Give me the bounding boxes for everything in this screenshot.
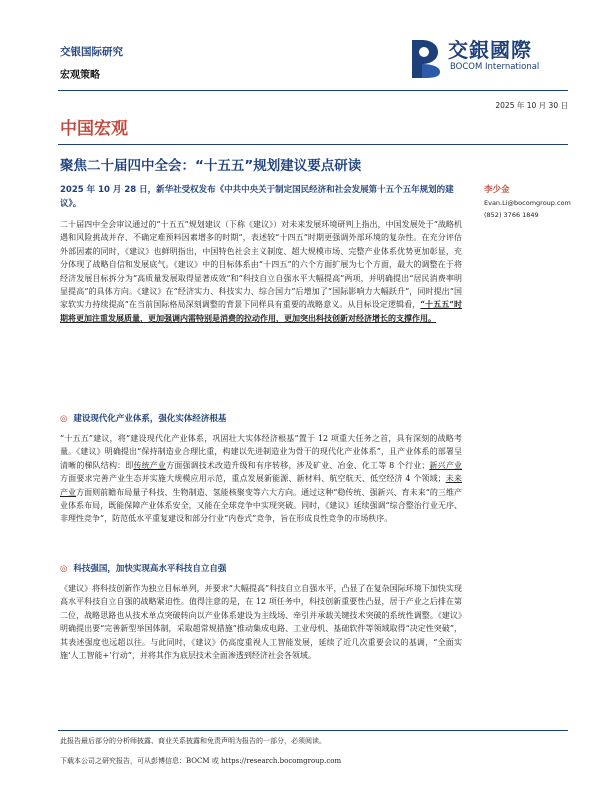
paragraph-2: [60, 432, 462, 526]
heading-industry: [60, 412, 226, 424]
section-title: 中国宏观: [60, 119, 128, 139]
paragraph-2-text-tail: 方面则前瞻布局量子科技、生物制造、氢能核聚变等六大方向。通过这种“稳传统、强新兴、育未来”的三维产业体系布局，既能保障产业体系安全，又能在全球竞争中实现突破。同时，《建议》延续强调“综合整治行业无序、非理性竞争”，防范低水平重复建设和部分行业“内卷式”竞争，旨在形成良性竞争的市场秩序。: [60, 487, 462, 524]
paragraph-1-highlight: “十五五”时期将更加注重发展质量，更加强调内需特别是消费的拉动作用，更加突出科技创新对经济增长的支撑作用。: [60, 299, 463, 323]
paragraph-2-text: “十五五”建议，将“建设现代化产业体系，巩固壮大实体经济根基”置于 12 项重大任务之首，具有深刻的战略考量。《建议》明确提出“保持制造业合理比重，构建以先进制造业为骨干的现代化产业体系”，且产业体系的部署呈清晰的梯队结构：即: [60, 434, 462, 470]
paragraph-1-text: 二十届四中全会审议通过的“十五五”规划建议（下称《建议》）对未来发展环境研判上指出，中国发展处于“战略机遇和风险挑战并存、不确定难预料因素增多的时期”，表述较“十四五”时期更强调外部环境的复杂性。在充分评估外部因素的同时，《建议》也鲜明指出，中国特色社会主义制度、超大规模市场、完整产业体系优势更加彰显，充分体现了战略自信和发展底气。《建议》中的目标体系由“十四五”的六个方面扩展为七个方面，最大的调整在于将经济发展目标拆分为“高质量发展取得显著成效”和“科技自立自强水平大幅提高”两项，并明确提出“居民消费率明显提高”的具体方向。《建议》在“经济实力、科技实力、综合国力”后增加了“国际影响力大幅跃升”，同时提出“国家软实力持续提高”在当前国际格局深刻调整的背景下同样具有重要的战略意义。从目标设定逻辑看，: [60, 220, 462, 310]
logo-chinese-text: 交銀國際: [448, 38, 532, 62]
future-industry-term: 未来产业: [60, 474, 463, 497]
research-dept-label: 交银国际研究: [60, 46, 123, 58]
paragraph-1: [60, 218, 462, 325]
author-email[interactable]: Evan.Li@bocomgroup.com: [484, 199, 571, 207]
heading-technology-text: 科技强国，加快实现高水平科技自立自强: [73, 564, 227, 574]
heading-industry-text: 建设现代化产业体系，强化实体经济根基: [73, 414, 227, 424]
heading-bullet-icon: ◎: [60, 564, 68, 574]
footer-divider: [58, 730, 568, 731]
bocom-logo-icon: [408, 34, 444, 80]
paragraph-2-text-mid2: 方面要求完善产业生态并实施大规模应用示范，重点发展新能源、新材料、航空航天、低空经济 4 个领域；: [60, 474, 446, 484]
paragraph-3: 《建议》将科技创新作为独立目标单列，并要求“大幅提高”科技自立自强水平，凸显了在复杂国际环境下加快实现高水平科技自立自强的战略紧迫性。值得注意的是，在 12 项任务中，科技创新重要性凸显，居于产业之后排在第二位，战略思路也从技术单点突破转向以产业体系建设为主线场、牵引并承载关键技术突破的系统性调整。《建议》明确提出要“完善新型举国体制，采取超常规措施”推动集成电路、工业母机、基础软件等领域取得“决定性突破”，其表述强度也远超以往。与此同时，《建议》仍高度重视人工智能发展，延续了近几次重要会议的基调，“全面实施‘人工智能+’行动”，并将其作为底层技术全面渗透到经济社会各领域。: [60, 584, 462, 661]
report-date: 2025 年 10 月 30 日: [495, 101, 568, 110]
logo-english-text: BOCOM International: [450, 62, 540, 72]
report-title: 聚焦二十届四中全会：“十五五”规划建议要点研读: [60, 158, 362, 174]
lead-summary: 2025 年 10 月 28 日，新华社受权发布《中共中央关于制定国民经济和社会发展第十五个五年规划的建议》。: [60, 185, 454, 209]
download-note[interactable]: 下载本公司之研究报告，可从彭博信息：BOCM 或 https://research.bocomgroup.com: [60, 757, 342, 765]
disclaimer-note: 此报告最后部分的分析师披露、商业关系披露和免责声明为报告的一部分，必须阅读。: [60, 737, 326, 745]
paragraph-2-text-mid1: 方面强调技术改造升级和有序转移，涉及矿业、冶金、化工等 8 个行业；: [166, 460, 430, 470]
traditional-industry-term: 传统产业: [133, 460, 167, 470]
header-divider: [58, 90, 568, 91]
heading-technology: [60, 562, 226, 574]
emerging-industry-term: 新兴产业: [429, 460, 462, 470]
author-name: 李少金: [484, 185, 510, 195]
author-phone: (852) 3766 1849: [484, 211, 539, 219]
heading-bullet-icon: ◎: [60, 414, 68, 424]
report-type-label: 宏观策略: [60, 70, 100, 81]
title-divider: [58, 144, 568, 145]
